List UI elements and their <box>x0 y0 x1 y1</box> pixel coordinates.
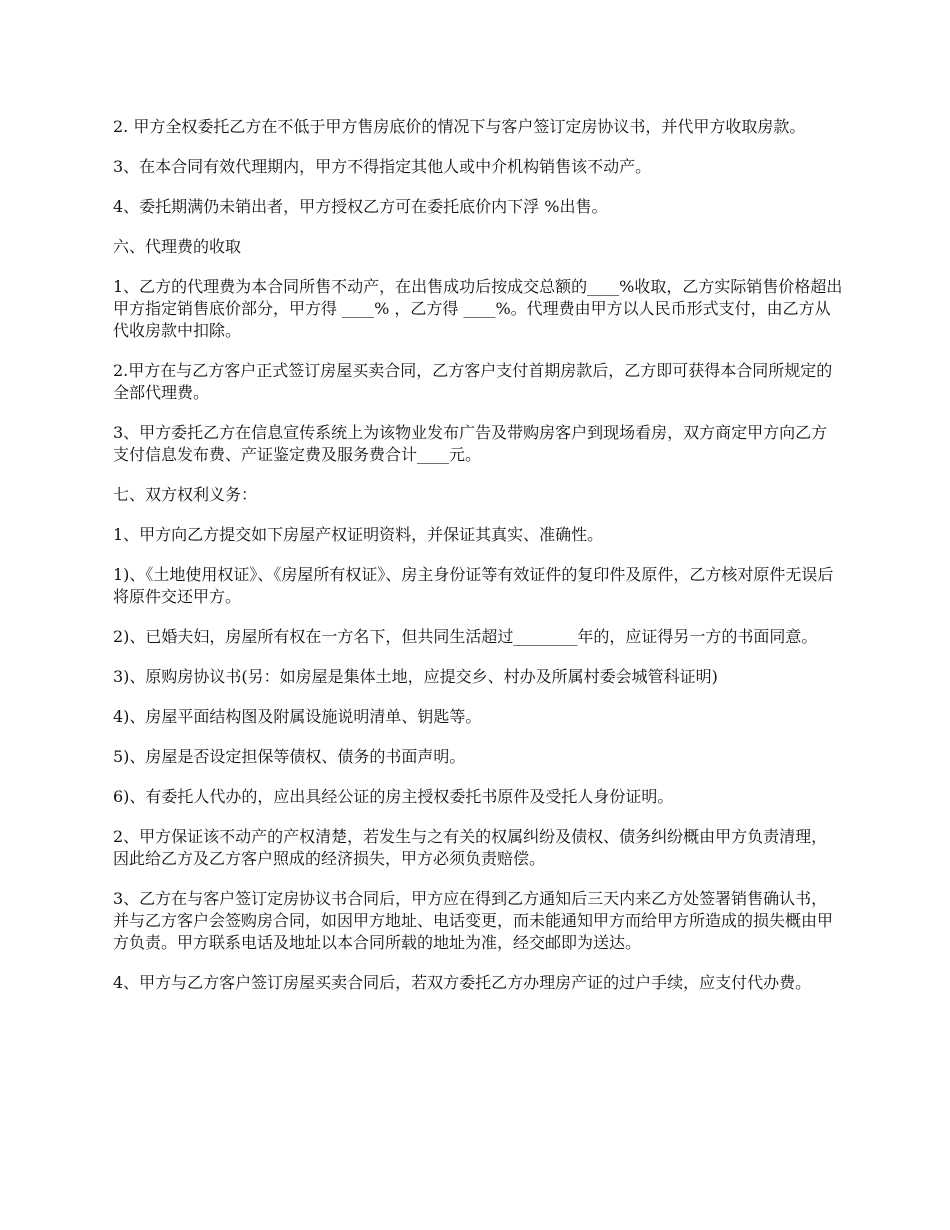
paragraph-subitem-6: 6)、有委托人代办的，应出具经公证的房主授权委托书原件及受托人身份证明。 <box>113 787 674 806</box>
paragraph-rights-1: 1、甲方向乙方提交如下房屋产权证明资料，并保证其真实、准确性。 <box>113 525 604 544</box>
document-body <box>113 116 843 1012</box>
paragraph-3-no-other-agent: 3、在本合同有效代理期内，甲方不得指定其他人或中介机构销售该不动产。 <box>113 157 652 176</box>
paragraph-2-sale-authorization: 2. 甲方全权委托乙方在不低于甲方售房底价的情况下与客户签订定房协议书，并代甲方收取房款。 <box>113 117 806 136</box>
paragraph-subitem-2: 2)、已婚夫妇，房屋所有权在一方名下，但共同生活超过________年的，应证得另一方的书面同意。 <box>113 627 818 646</box>
paragraph-rights-2: 2、甲方保证该不动产的产权清楚，若发生与之有关的权属纠纷及债权、债务纠纷概由甲方负责清理，因此给乙方及乙方客户照成的经济损失，甲方必须负责赔偿。 <box>113 827 828 868</box>
paragraph-subitem-3: 3)、原购房协议书(另：如房屋是集体土地，应提交乡、村办及所属村委会城管科证明) <box>113 667 718 686</box>
paragraph-4-price-adjustment: 4、委托期满仍未销出者，甲方授权乙方可在委托底价内下浮 %出售。 <box>113 197 608 216</box>
paragraph-rights-3: 3、乙方在与客户签订定房协议书合同后，甲方应在得到乙方通知后三天内来乙方处签署销售确认书，并与乙方客户会签购房合同，如因甲方地址、电话变更，而未能通知甲方而给甲方所造成的损失概由甲方负责。甲方联系电话及地址以本合同所载的地址为准，经交邮即为送达。 <box>113 889 834 952</box>
section-heading-agency-fee: 六、代理费的收取 <box>113 237 242 256</box>
paragraph-subitem-1: 1)、《土地使用权证》、《房屋所有权证》、房主身份证等有效证件的复印件及原件，乙方核对原件无误后将原件交还甲方。 <box>113 565 834 606</box>
paragraph-rights-4: 4、甲方与乙方客户签订房屋买卖合同后，若双方委托乙方办理房产证的过户手续，应支付代办费。 <box>113 973 812 992</box>
paragraph-fee-1: 1、乙方的代理费为本合同所售不动产，在出售成功后按成交总额的____%收取，乙方实际销售价格超出甲方指定销售底价部分，甲方得 ____% ，乙方得 ____%。代理费由甲方以人民币形式支付，由乙方从代收房款中扣除。 <box>113 277 843 340</box>
paragraph-subitem-4: 4)、房屋平面结构图及附属设施说明清单、钥匙等。 <box>113 707 482 726</box>
paragraph-fee-3: 3、甲方委托乙方在信息宣传系统上为该物业发布广告及带购房客户到现场看房，双方商定甲方向乙方支付信息发布费、产证鉴定费及服务费合计____元。 <box>113 423 828 464</box>
paragraph-fee-2: 2.甲方在与乙方客户正式签订房屋买卖合同，乙方客户支付首期房款后，乙方即可获得本合同所规定的全部代理费。 <box>113 361 833 402</box>
section-heading-rights-obligations: 七、双方权利义务： <box>113 485 258 504</box>
paragraph-subitem-5: 5)、房屋是否设定担保等债权、债务的书面声明。 <box>113 747 466 766</box>
